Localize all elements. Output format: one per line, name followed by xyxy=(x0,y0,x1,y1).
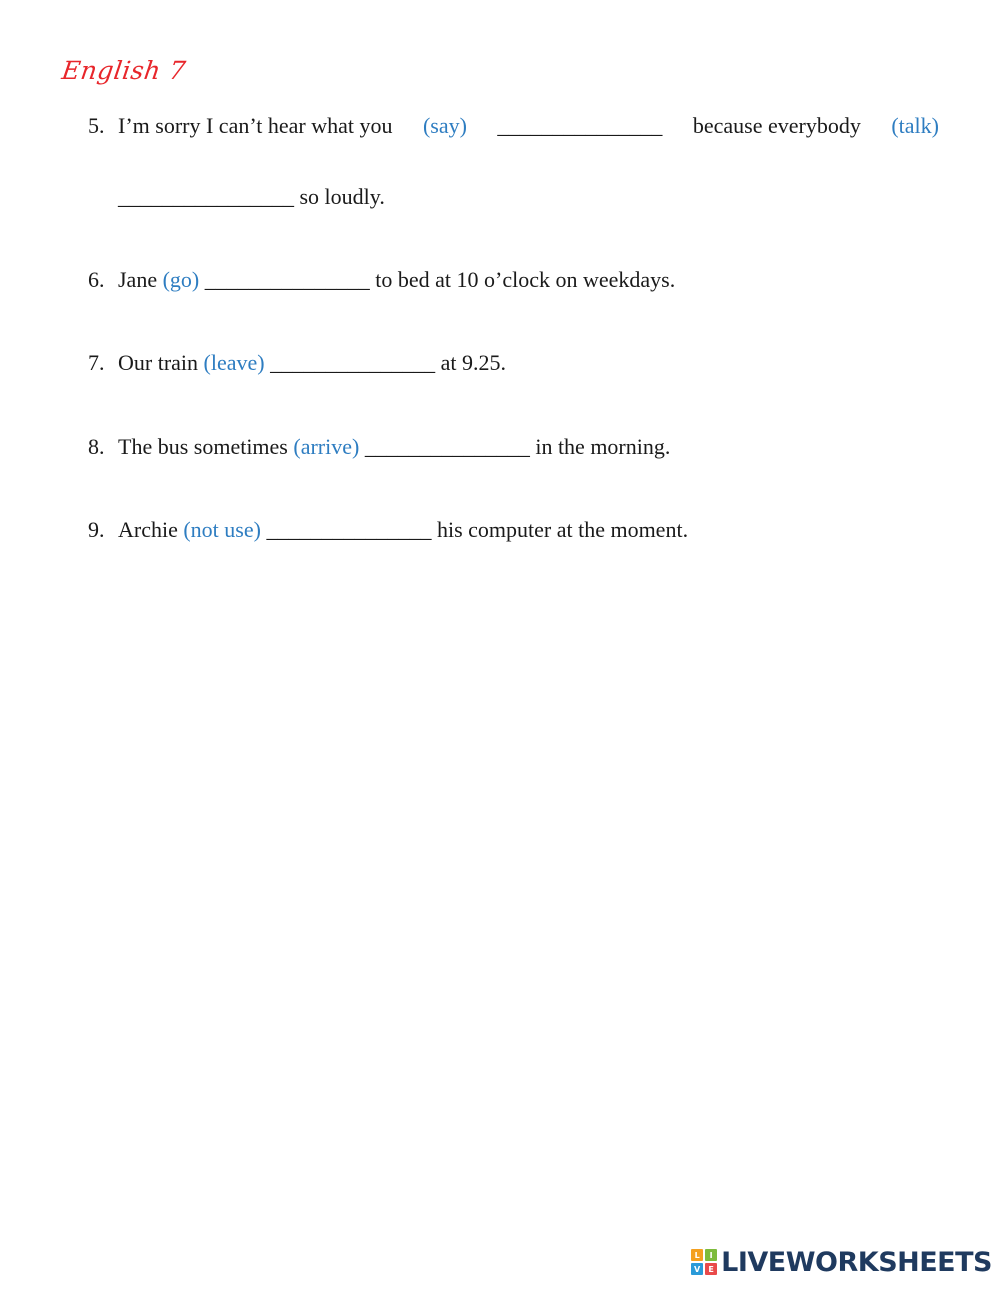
answer-blank[interactable]: _______________ xyxy=(497,113,663,138)
question-text: The bus sometimes xyxy=(118,434,288,459)
logo-text: LIVEWORKSHEETS xyxy=(721,1246,992,1278)
question-text: because everybody xyxy=(692,113,861,138)
question-text: Our train xyxy=(118,350,199,375)
question-5-line-2 xyxy=(118,183,385,211)
question-6 xyxy=(88,266,675,294)
verb-hint: (say) xyxy=(422,113,467,138)
question-5-line-1 xyxy=(88,112,939,140)
question-number: 8. xyxy=(88,434,105,459)
verb-hint: (talk) xyxy=(891,113,939,138)
question-text: Jane xyxy=(118,267,158,292)
logo-block-v: V xyxy=(691,1263,703,1275)
question-9 xyxy=(88,516,688,544)
answer-blank[interactable]: ________________ xyxy=(118,184,294,209)
question-8 xyxy=(88,433,670,461)
question-number: 6. xyxy=(88,267,105,292)
answer-blank[interactable]: _______________ xyxy=(364,434,530,459)
question-text: Archie xyxy=(118,517,178,542)
answer-blank[interactable]: _______________ xyxy=(270,350,436,375)
question-text: I’m sorry I can’t hear what you xyxy=(118,113,393,138)
liveworksheets-logo xyxy=(691,1247,992,1277)
verb-hint: (arrive) xyxy=(293,434,360,459)
question-number: 7. xyxy=(88,350,105,375)
question-text: to bed at 10 o’clock on weekdays. xyxy=(375,267,676,292)
question-7 xyxy=(88,349,506,377)
verb-hint: (leave) xyxy=(203,350,265,375)
question-text: his computer at the moment. xyxy=(436,517,689,542)
answer-blank[interactable]: _______________ xyxy=(266,517,432,542)
logo-block-l: L xyxy=(691,1249,703,1261)
question-number: 5. xyxy=(88,113,105,138)
answer-blank[interactable]: _______________ xyxy=(204,267,370,292)
question-number: 9. xyxy=(88,517,105,542)
verb-hint: (go) xyxy=(162,267,200,292)
logo-block-i: I xyxy=(705,1249,717,1261)
question-text: at 9.25. xyxy=(440,350,506,375)
question-5-part-a xyxy=(88,112,393,140)
question-text: in the morning. xyxy=(535,434,671,459)
logo-blocks-icon xyxy=(691,1249,717,1275)
page-title: English 7 xyxy=(60,56,188,85)
verb-hint: (not use) xyxy=(183,517,261,542)
logo-block-e: E xyxy=(705,1263,717,1275)
question-text: so loudly. xyxy=(299,184,385,209)
